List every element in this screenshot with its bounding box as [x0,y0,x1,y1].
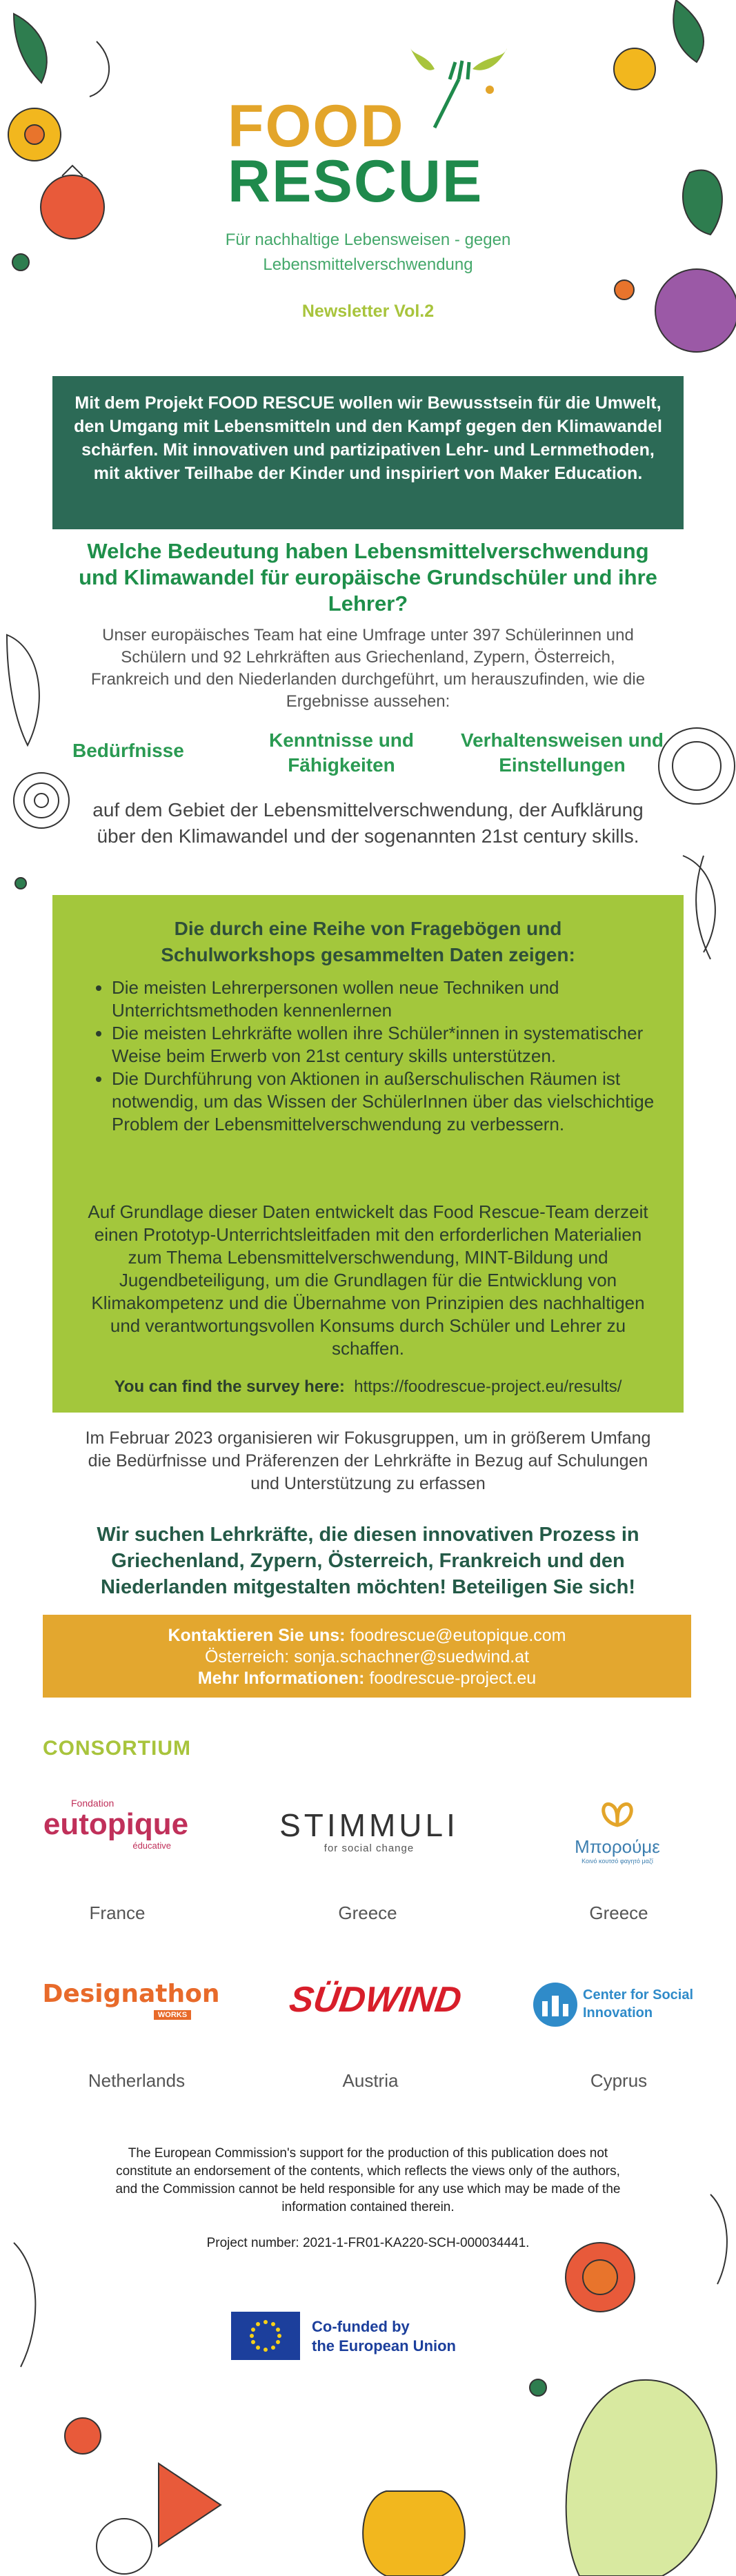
findings-paragraph: Auf Grundlage dieser Daten entwickelt das Food Rescue-Team derzeit einen Prototyp-Unterrichtsleitfaden mit den erforderlichen Materialien zum Thema Lebensmittelverschwendung, MINT-Bildung und Jugendbeteiligung, um die Grundlagen für die Entwicklung von Klimakompetenz und die Übernahme von Prinzipien des nachhaltigen und verantwortungsvollen Konsums durch Schüler und Lehrer zu schaffen. [88,1201,648,1359]
logo-stimmuli-text: STIMMULI [279,1807,459,1843]
survey-link[interactable]: https://foodrescue-project.eu/results/ [354,1377,622,1396]
partner-country-cyprus: Cyprus [590,2070,648,2091]
intro-box [52,376,684,529]
logo-designathon [41,1980,221,2021]
question-outro: auf dem Gebiet der Lebensmittelverschwendung, der Aufklärung über den Klimawandel und der sogenannten 21st century skills. [92,799,644,847]
eu-flag-icon [231,2312,300,2360]
fork-leaf-icon [407,41,510,131]
newsletter-volume: Newsletter Vol.2 [301,302,435,321]
logo-designathon-text: Designathon [42,1980,220,2008]
austria-label: Österreich: [204,1647,290,1666]
keyword-attitudes: Verhaltensweisen und Einstellungen [460,729,664,776]
logo-csi-text: Center for Social Innovation [583,1987,694,2021]
findings-title: Die durch eine Reihe von Fragebögen und Schulworkshops gesammelten Daten zeigen: [161,918,575,965]
keyword-needs: Bedürfnisse [72,740,184,761]
partner-country-austria: Austria [342,2070,399,2091]
survey-label: You can find the survey here: [114,1377,345,1396]
contact-box [43,1615,691,1698]
logo-eutopique-text: eutopique [43,1807,189,1841]
more-info-row [43,1668,691,1689]
list-item: • Die meisten Lehrkräfte wollen ihre Schüler*innen in systematischer Weise beim Erwerb von 21st century skills unterstützen. [112,1022,677,1068]
logo-boroume-sub: Κοινό κουτσό φαγητό μαζί [581,1858,653,1865]
logo-food: FOOD [228,93,405,159]
austria-email[interactable]: sonja.schachner@suedwind.at [294,1647,530,1666]
project-number: Project number: 2021-1-FR01-KA220-SCH-000034441. [206,2236,530,2250]
pretzel-icon [597,1798,638,1832]
logo-eutopique-top: Fondation [71,1798,115,1809]
eu-disclaimer: The European Commission's support for the production of this publication does not constitute an endorsement of the contents, which reflects the views only of the authors, and the Commission cannot be held responsible for any use which may be made of the information contained therein. [115,2146,621,2214]
partner-country-greece: Greece [589,1902,648,1923]
question-intro: Unser europäisches Team hat eine Umfrage unter 397 Schülerinnen und Schülern und 92 Lehrkräften aus Griechenland, Zypern, Österreich, Frankreich und den Niederlanden durchgeführt, um herauszufinden, wie die Ergebnisse aussehen: [90,626,646,711]
survey-line [76,1377,660,1397]
february-text: Im Februar 2023 organisieren wir Fokusgruppen, um in größerem Umfang die Bedürfnisse und Präferenzen der Lehrkräfte in Bezug auf Schulungen und Unterstützung zu erfassen [85,1428,651,1493]
logo-suedwind-text: SÜDWIND [286,1980,464,2020]
partner-country-france: France [89,1902,146,1923]
keyword-skills: Kenntnisse und Fähigkeiten [268,729,414,776]
logo-boroume [545,1836,690,1865]
csi-emblem-icon [531,1980,579,2029]
subtitle: Für nachhaltige Lebensweisen - gegen Lebensmittelverschwendung [225,230,511,274]
logo-eutopique [33,1798,199,1851]
contact-email[interactable]: foodrescue@eutopique.com [350,1626,566,1645]
contact-row [43,1615,691,1646]
logo-eutopique-sub: éducative [132,1840,171,1851]
call-to-action: Wir suchen Lehrkräfte, die diesen innovativen Prozess in Griechenland, Zypern, Österreich, Frankreich und den Niederlanden mitgestalten möchten! Beteiligen Sie sich! [97,1524,639,1598]
logo-stimmuli-sub: for social change [324,1842,415,1854]
logo-boroume-text: Μπορούμε [575,1836,660,1857]
more-info-link[interactable]: foodrescue-project.eu [369,1669,537,1688]
logo-stimmuli [276,1808,462,1854]
more-info-label: Mehr Informationen: [197,1669,365,1688]
partner-country-netherlands: Netherlands [88,2070,186,2091]
eu-line-2: the European Union [312,2337,456,2354]
list-item: • Die Durchführung von Aktionen in außerschulischen Räumen ist notwendig, um das Wissen der SchülerInnen über das vielschichtige Problem der Lebensmittelverschwendung zu verbessern. [112,1068,677,1136]
logo-designathon-sub: WORKS [154,2010,191,2020]
logo-suedwind [286,1980,464,2020]
list-item: • Die meisten Lehrerpersonen wollen neue Techniken und Unterrichtsmethoden kennenlernen [112,976,677,1022]
partner-country-greece: Greece [338,1902,397,1923]
question-title: Welche Bedeutung haben Lebensmittelverschwendung und Klimawandel für europäische Grundschüler und ihre Lehrer? [79,539,657,616]
logo-csi [583,1986,700,2022]
contact-label: Kontaktieren Sie uns: [168,1626,346,1645]
intro-text: Mit dem Projekt FOOD RESCUE wollen wir Bewusstsein für die Umwelt, den Umgang mit Lebensmitteln und den Kampf gegen den Klimawandel schärfen. Mit innovativen und partizipativen Lehr- und Lernmethoden, mit aktiver Teilhabe der Kinder und inspiriert von Maker Education. [74,393,662,483]
vegetable-doodles-bottom [0,2174,736,2576]
findings-list [83,976,677,1136]
austria-row [43,1646,691,1668]
eu-cofunded-text [312,2317,456,2356]
logo-rescue: RESCUE [228,148,484,215]
eu-line-1: Co-funded by [312,2318,410,2335]
consortium-title: CONSORTIUM [43,1737,191,1760]
vegetable-doodles-top-left [0,0,138,324]
